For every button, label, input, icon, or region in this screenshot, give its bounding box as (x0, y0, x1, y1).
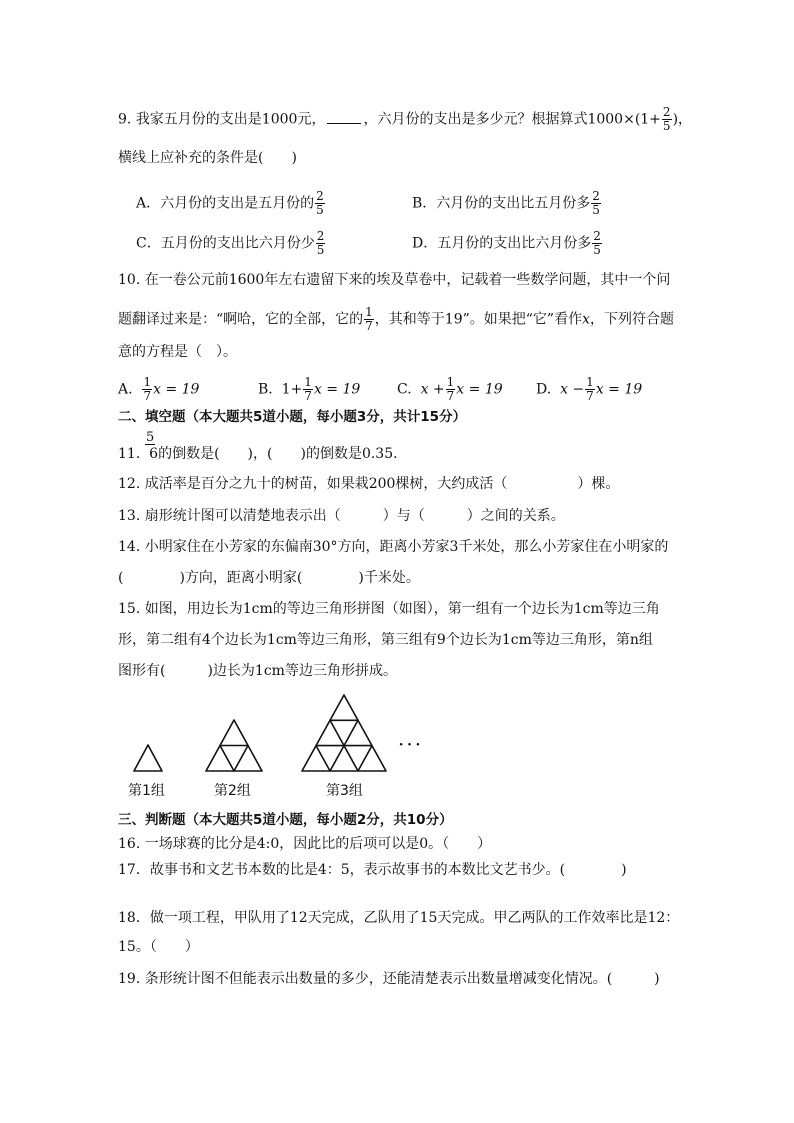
group2-triangles (206, 720, 262, 771)
q9-option-c: C．五月份的支出比六月份少 $\frac{2}{5}$ (136, 229, 325, 257)
group3-triangles (302, 695, 386, 771)
q17-line: 17．故事书和文艺书本数的比是4：5，表示故事书的本数比文艺书少。( ) (118, 862, 627, 878)
q10-option-d: D. x − $\frac{1}{7}$ x = 19 (536, 375, 643, 403)
q10-line3: 意的方程是（ ）。 (118, 344, 237, 360)
figure-ellipsis: ··· (398, 732, 424, 756)
q10-line1: 10. 在一卷公元前1600年左右遗留下来的埃及草卷中，记载着一些数学问题，其中一个问 (118, 272, 671, 288)
q18-line2: 15。（ ） (118, 939, 199, 955)
q16-line: 16. 一场球赛的比分是4:0，因此比的后项可以是0。（ ） (118, 836, 492, 852)
q13-line: 13. 扇形统计图可以清楚地表示出（ ）与（ ）之间的关系。 (118, 508, 565, 524)
q9-stem-a: 我家五月份的支出是1000元， (135, 111, 326, 128)
q9-option-d-fraction: $\frac{2}{5}$ (593, 229, 601, 257)
q14-line2: ( )方向，距离小明家( )千米处。 (118, 570, 420, 586)
q10-option-a: A. $\frac{1}{7}$ x = 19 (118, 375, 200, 403)
q10-option-c: C. x + $\frac{1}{7}$ x = 19 (397, 375, 503, 403)
q15-line2: 形，第二组有4个边长为1cm等边三角形，第三组有9个边长为1cm等边三角形，第n组 (118, 632, 653, 648)
q9-formula-b: )， (672, 111, 693, 128)
q9-option-b-fraction: $\frac{2}{5}$ (592, 189, 600, 217)
section-2-heading: 二、填空题（本大题共5道小题，每小题3分，共计15分） (118, 409, 467, 425)
q9-option-d: D．五月份的支出比六月份多 $\frac{2}{5}$ (412, 229, 601, 257)
q9-option-a: A．六月份的支出是五月份的 $\frac{2}{5}$ (136, 189, 324, 217)
q9-blank (327, 109, 361, 124)
q9-number: 9. (118, 111, 132, 128)
q10-option-b: B. 1+ $\frac{1}{7}$ x = 19 (258, 375, 361, 403)
q9-option-a-fraction: $\frac{2}{5}$ (316, 189, 324, 217)
q11-fraction-numerator: 5 (146, 430, 155, 445)
q9-formula-a: 1000×(1+ (587, 111, 661, 128)
q15-line3: 图形有( )边长为1cm等边三角形拼成。 (118, 663, 397, 679)
q15-line1: 15. 如图，用边长为1cm的等边三角形拼图（如图），第一组有一个边长为1cm等边三角 (118, 601, 660, 617)
q9-line2: 横线上应补充的条件是( ) (118, 150, 297, 166)
q9-stem-b: ，六月份的支出是多少元？根据算式 (363, 111, 588, 128)
q11-line: 11. 6的倒数是( )，( )的倒数是0.35． (118, 446, 408, 462)
q10-variable: x (582, 311, 590, 328)
group1-triangle (134, 745, 162, 771)
q10-line2: 题翻译过来是：“啊哈，它的全部，它的 $\frac{1}{7}$ ，其和等于19”。如果把“它”看作x，下列符合题 (118, 305, 674, 333)
q9-formula-fraction: $\frac{2}{5}$ (662, 105, 671, 133)
q18-line1: 18．做一项工程，甲队用了12天完成，乙队用了15天完成。甲乙两队的工作效率比是12： (118, 910, 680, 926)
q19-line: 19. 条形统计图不但能表示出数量的多少，还能清楚表示出数量增减变化情况。( ) (118, 971, 660, 987)
q10-fraction: $\frac{1}{7}$ (365, 305, 373, 333)
section-3-heading: 三、判断题（本大题共5道小题，每小题2分，共10分） (118, 812, 453, 828)
q9-option-c-fraction: $\frac{2}{5}$ (316, 229, 325, 257)
q12-line: 12. 成活率是百分之九十的树苗，如果栽200棵树，大约成活（ ）棵。 (118, 476, 620, 492)
q9-line1 (118, 106, 692, 133)
figure-label-group1: 第1组 (128, 783, 165, 799)
q14-line1: 14. 小明家住在小芳家的东偏南30°方向，距离小芳家3千米处，那么小芳家住在小明家的 (118, 539, 669, 555)
q9-option-b: B．六月份的支出比五月份多 $\frac{2}{5}$ (412, 189, 600, 217)
triangle-figure (0, 690, 794, 780)
figure-label-group2: 第2组 (214, 783, 251, 799)
figure-label-group3: 第3组 (326, 783, 363, 799)
